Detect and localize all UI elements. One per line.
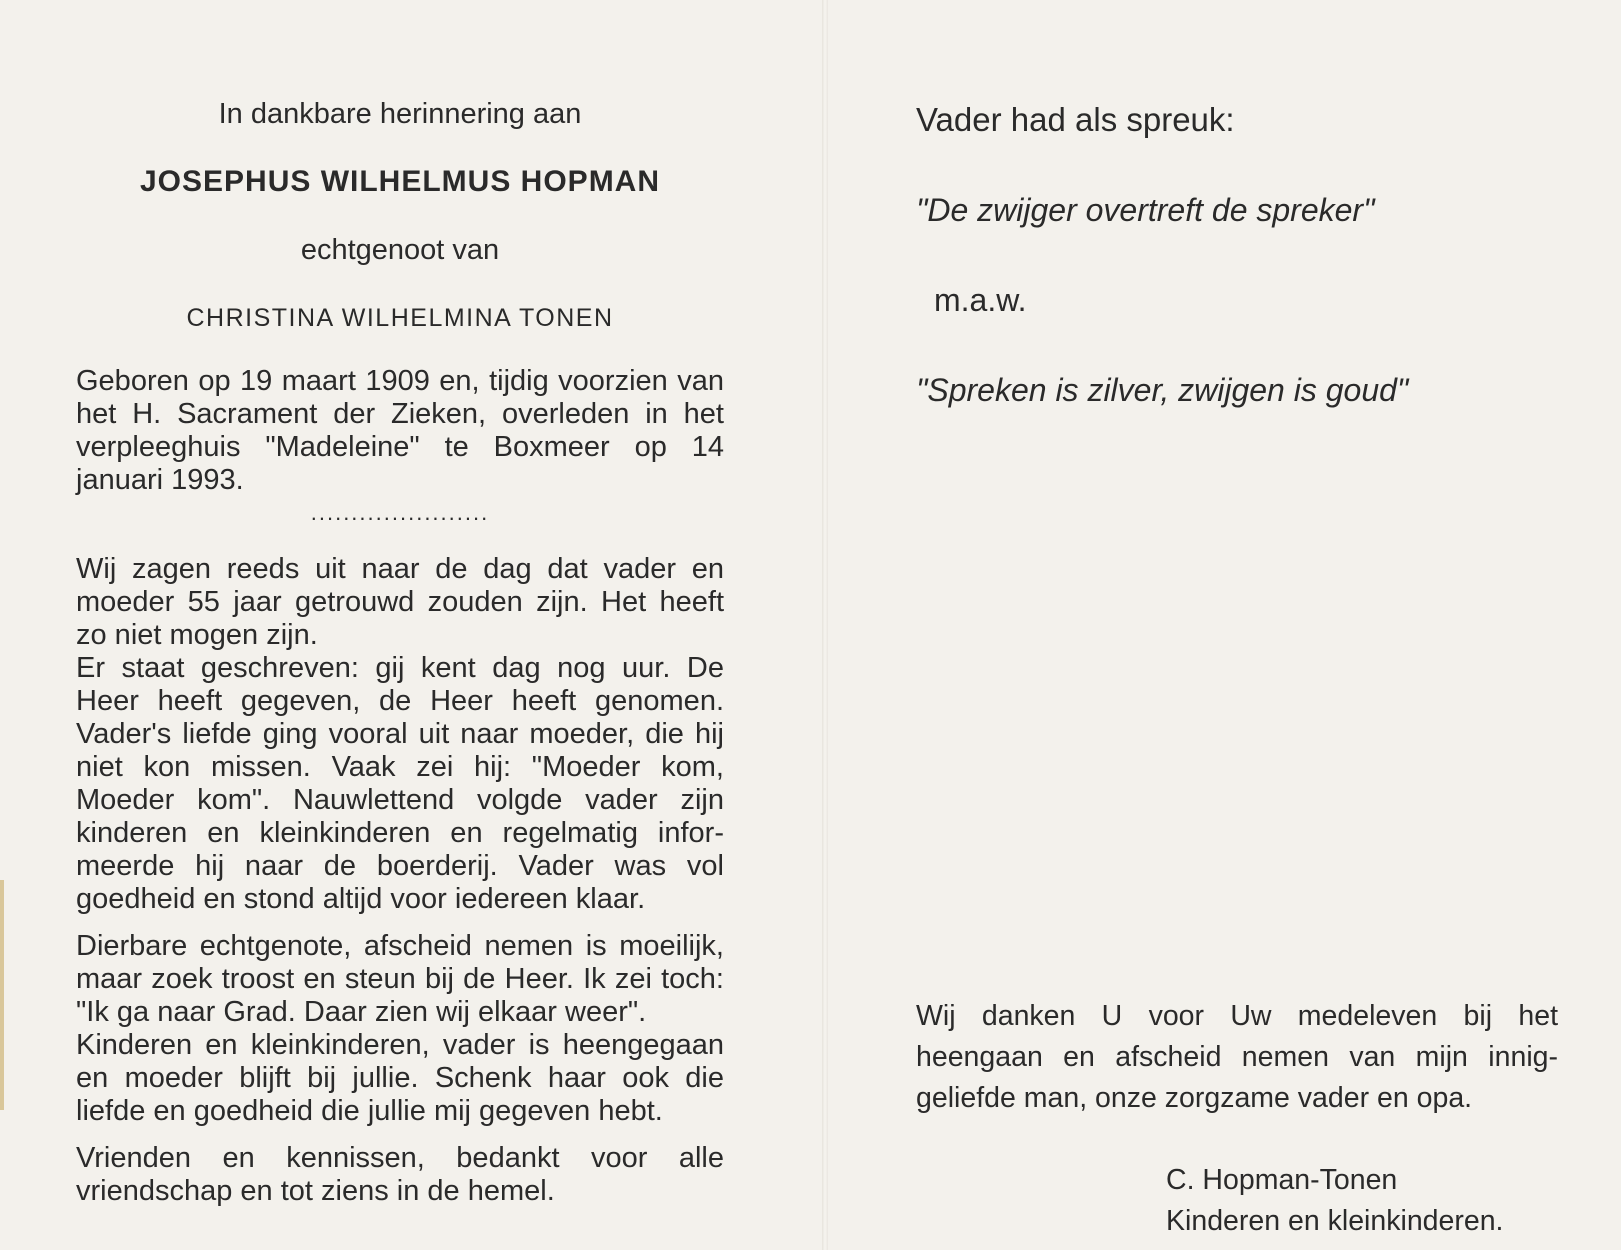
signature — [1166, 1160, 1503, 1242]
deceased-name: JOSEPHUS WILHELMUS HOPMAN — [139, 165, 661, 198]
signature-line-1: C. Hopman-Tonen — [1166, 1164, 1398, 1196]
paragraph-2b: Kinderen en kleinkinderen, vader is heengegaan en moeder blijft bij jullie. Schenk haar ook die liefde en goedheid die jullie mij gegeven hebt. — [76, 1029, 724, 1127]
card-edge — [0, 880, 4, 1110]
separator: ...................... — [310, 500, 490, 525]
right-panel — [916, 100, 1556, 460]
spacer — [76, 1128, 724, 1142]
paragraph-1b: Er staat geschreven: gij kent dag nog uur. De Heer heeft gegeven, de Heer heeft genomen. Vader's liefde ging vooral uit naar moeder, die hij niet kon missen. Vaak zei hij: "Moeder kom, Moeder kom". Nauwlettend volgde vader zijn kinderen en kleinkinderen en regelmatig infor-meerde hij naar de boerderij. Vader was vol goedheid en stond altijd voor iedereen klaar. — [76, 652, 724, 915]
spouse-of-text: echtgenoot van — [300, 234, 500, 266]
paragraph-2a: Dierbare echtgenote, afscheid nemen is moeilijk, maar zoek troost en steun bij de Heer. Ik zei toch: "Ik ga naar Grad. Daar zien wij elkaar weer". — [76, 930, 724, 1028]
intro-text: In dankbare herinnering aan — [218, 98, 582, 130]
birth-paragraph: Geboren op 19 maart 1909 en, tijdig voorzien van het H. Sacrament der Zieken, overleden in het verpleeghuis "Madeleine" te Boxmeer op 14 januari 1993. — [76, 365, 724, 496]
paragraph-1a: Wij zagen reeds uit naar de dag dat vader en moeder 55 jaar getrouwd zouden zijn. Het heeft zo niet mogen zijn. — [76, 553, 724, 651]
signature-line-2: Kinderen en kleinkinderen. — [1166, 1205, 1504, 1237]
card-fold — [822, 0, 828, 1250]
spouse-name: CHRISTINA WILHELMINA TONEN — [186, 304, 614, 332]
quote-2: "Spreken is zilver, zwijgen is goud" — [916, 372, 1409, 408]
quote-1: "De zwijger overtreft de spreker" — [916, 192, 1375, 228]
thanks-paragraph: Wij danken U voor Uw medeleven bij het heengaan en afscheid nemen van mijn innig-geliefde man, onze zorgzame vader en opa. — [916, 1000, 1558, 1114]
paragraph-3: Vrienden en kennissen, bedankt voor alle vriendschap en tot ziens in de hemel. — [76, 1142, 724, 1207]
spacer — [76, 916, 724, 930]
spreuk-intro: Vader had als spreuk: — [916, 101, 1235, 138]
left-panel — [76, 95, 724, 1208]
maw-text: m.a.w. — [934, 282, 1027, 318]
